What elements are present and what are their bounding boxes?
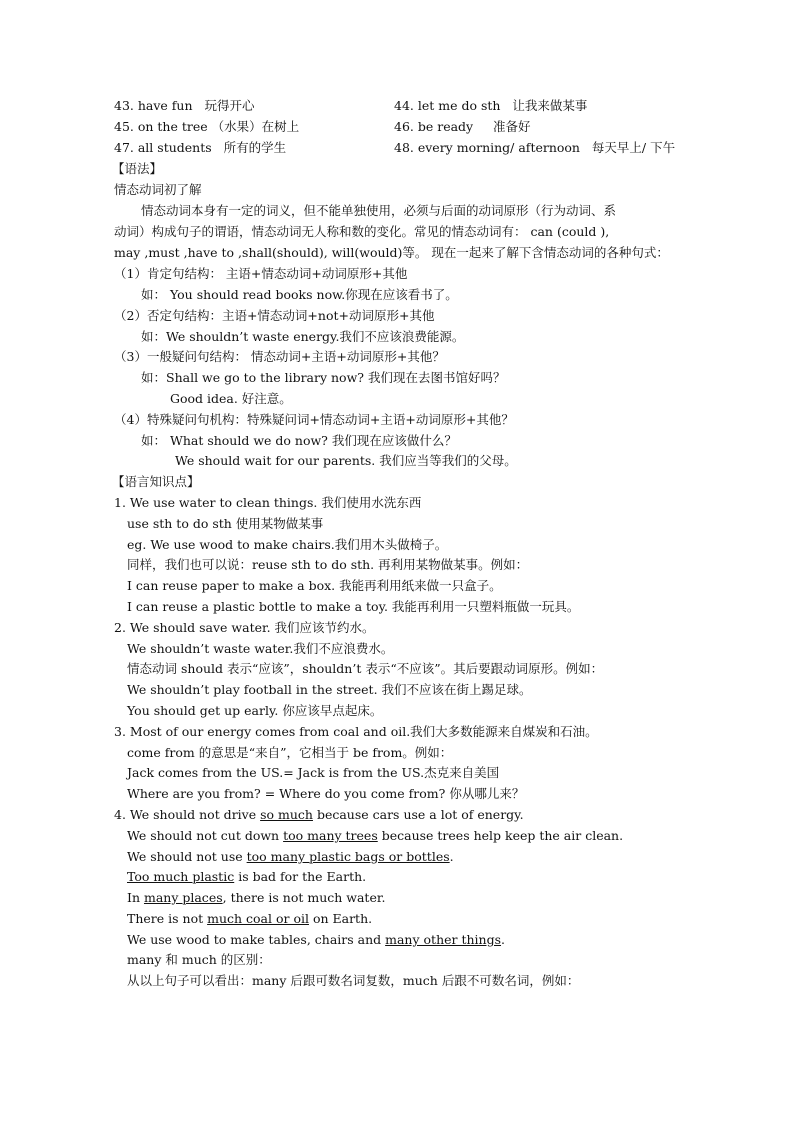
point-4-line: 从以上句子可以看出：many 后跟可数名词复数，much 后跟不可数名词，例如： [127, 973, 580, 988]
point-4-line: We use wood to make tables, chairs and many other things. [127, 932, 505, 947]
grammar-subheading: 情态动词初了解 [114, 182, 202, 197]
point-4-title: 4. We should not drive so much because cars use a lot of energy. [114, 807, 524, 822]
phrase-44: 44. let me do sth 让我来做某事 [394, 98, 588, 113]
affirmative-example: 如： You should read books now.你现在应该看书了。 [141, 287, 458, 302]
underlined-phrase: much coal or oil [207, 911, 309, 926]
point-3-line: Where are you from? = Where do you come from? 你从哪儿来？ [127, 786, 525, 801]
point-4-line: There is not much coal or oil on Earth. [127, 911, 373, 926]
point-4-line: We should not cut down too many trees because trees help keep the air clean. [127, 828, 624, 843]
point-4-line: Too much plastic is bad for the Earth. [127, 869, 367, 884]
phrase-43: 43. have fun 玩得开心 [114, 98, 255, 113]
point-3-line: come from 的意思是“来自”，它相当于 be from。例如： [127, 745, 453, 760]
point-2-title: 2. We should save water. 我们应该节约水。 [114, 620, 375, 635]
negative-structure: （2）否定句结构：主语+情态动词+not+动词原形+其他 [114, 308, 435, 323]
wh-question-structure: （4）特殊疑问句机构：特殊疑问词+情态动词+主语+动词原形+其他？ [114, 412, 514, 427]
phrase-45: 45. on the tree （水果）在树上 [114, 119, 300, 134]
point-4-line: We should not use too many plastic bags or bottles. [127, 849, 454, 864]
point-1-line: I can reuse a plastic bottle to make a toy. 我能再利用一只塑料瓶做一玩具。 [127, 599, 580, 614]
phrase-47: 47. all students 所有的学生 [114, 140, 287, 155]
underlined-phrase: many places [143, 890, 223, 905]
affirmative-structure: （1）肯定句结构： 主语+情态动词+动词原形+其他 [114, 266, 408, 281]
knowledge-heading: 【语言知识点】 [112, 474, 200, 489]
underlined-phrase: too many trees [283, 828, 378, 843]
grammar-intro-line-1: 情态动词本身有一定的词义，但不能单独使用，必须与后面的动词原形（行为动词、系 [141, 203, 617, 218]
point-1-title: 1. We use water to clean things. 我们使用水洗东西 [114, 495, 422, 510]
underlined-phrase: Too much plastic [127, 869, 235, 884]
underlined-phrase: so much [260, 807, 313, 822]
point-4-line: many 和 much 的区别： [127, 952, 271, 967]
negative-example: 如：We shouldn’t waste energy.我们不应该浪费能源。 [141, 329, 465, 344]
grammar-heading: 【语法】 [112, 161, 163, 176]
wh-question-example: 如： What should we do now? 我们现在应该做什么？ [141, 433, 457, 448]
point-2-line: 情态动词 should 表示“应该”，shouldn’t 表示“不应该”。其后要跟动词原形。例如： [127, 661, 604, 676]
point-1-line: eg. We use wood to make chairs.我们用木头做椅子。 [127, 537, 448, 552]
grammar-intro-line-2: 动词）构成句子的谓语，情态动词无人称和数的变化。常见的情态动词有： can (could ), [114, 224, 610, 239]
underlined-phrase: too many plastic bags or bottles [246, 849, 450, 864]
phrase-46: 46. be ready 准备好 [394, 119, 531, 134]
grammar-intro-line-3: may ,must ,have to ,shall(should), will(would)等。 现在一起来了解下含情态动词的各种句式： [114, 245, 669, 260]
point-2-line: You should get up early. 你应该早点起床。 [127, 703, 383, 718]
point-1-line: use sth to do sth 使用某物做某事 [127, 516, 324, 531]
point-4-line: In many places, there is not much water. [127, 890, 386, 905]
point-1-line: I can reuse paper to make a box. 我能再利用纸来做一只盒子。 [127, 578, 502, 593]
phrase-48: 48. every morning/ afternoon 每天早上/ 下午 [394, 140, 676, 155]
point-2-line: We shouldn’t waste water.我们不应浪费水。 [127, 641, 394, 656]
yes-no-question-answer: Good idea. 好注意。 [170, 391, 292, 406]
wh-question-answer: We should wait for our parents. 我们应当等我们的父母。 [175, 453, 517, 468]
point-1-line: 同样，我们也可以说：reuse sth to do sth. 再利用某物做某事。例如： [127, 557, 529, 572]
yes-no-question-structure: （3）一般疑问句结构： 情态动词+主语+动词原形+其他？ [114, 349, 445, 364]
yes-no-question-example: 如：Shall we go to the library now? 我们现在去图书馆好吗？ [141, 370, 506, 385]
point-2-line: We shouldn’t play football in the street. 我们不应该在街上踢足球。 [127, 682, 532, 697]
point-3-line: Jack comes from the US.= Jack is from the US.杰克来自美国 [127, 765, 500, 780]
point-3-title: 3. Most of our energy comes from coal and oil.我们大多数能源来自煤炭和石油。 [114, 724, 598, 739]
underlined-phrase: many other things [385, 932, 502, 947]
